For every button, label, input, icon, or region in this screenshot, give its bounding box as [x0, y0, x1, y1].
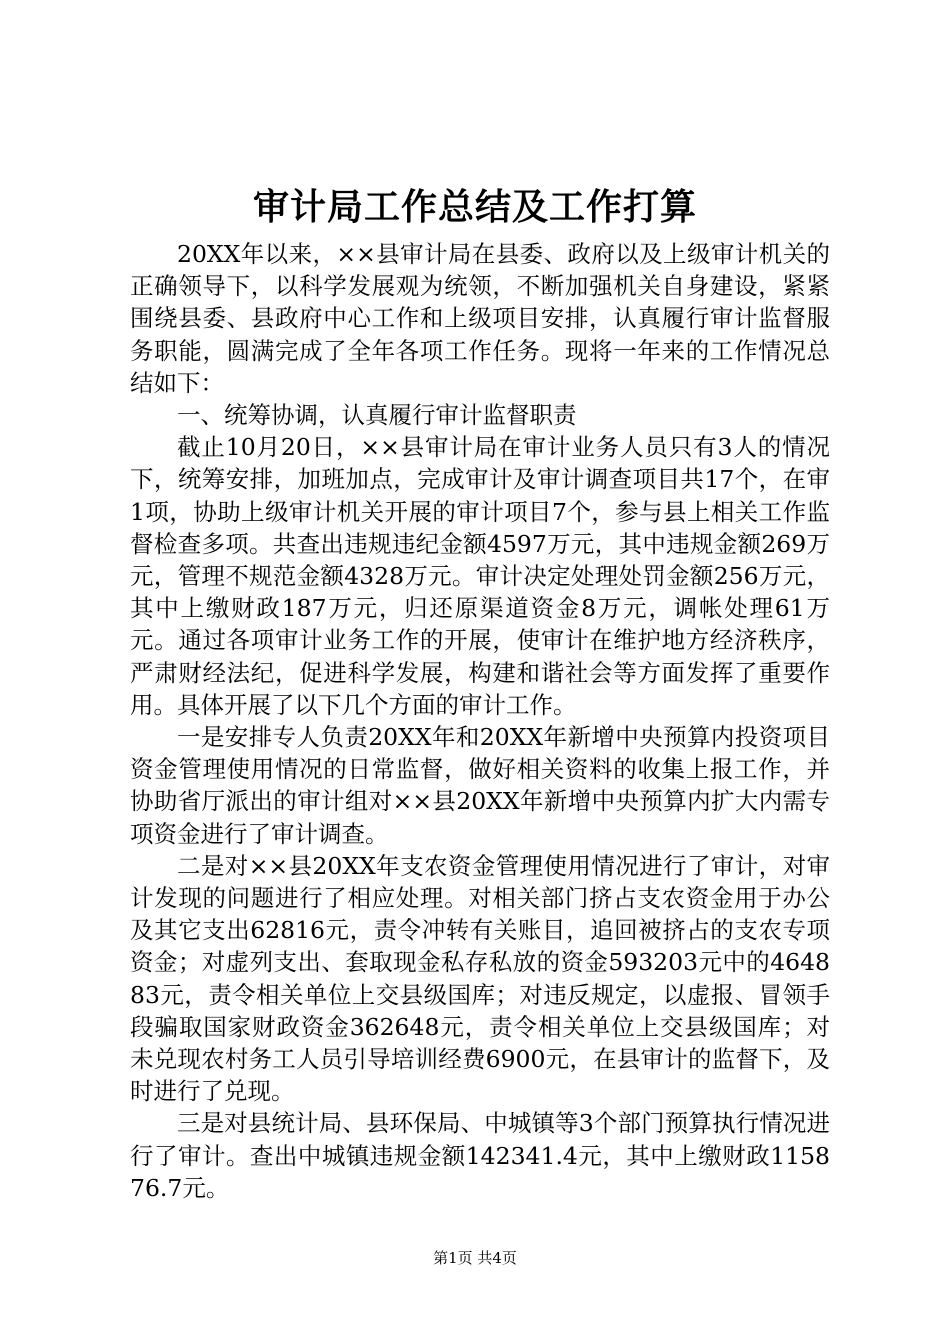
document-body [130, 238, 830, 1204]
paragraph-item-three: 三是对县统计局、县环保局、中城镇等3个部门预算执行情况进行了审计。查出中城镇违规金额142341.4元，其中上缴财政115876.7元。 [130, 1109, 830, 1202]
paragraph-intro: 20XX年以来，××县审计局在县委、政府以及上级审计机关的正确领导下，以科学发展观为统领，不断加强机关自身建设，紧紧围绕县委、县政府中心工作和上级项目安排，认真履行审计监督服务职能，圆满完成了全年各项工作任务。现将一年来的工作情况总结如下： [130, 240, 830, 397]
paragraph-item-two: 二是对××县20XX年支农资金管理使用情况进行了审计，对审计发现的问题进行了相应处理。对相关部门挤占支农资金用于办公及其它支出62816元，责令冲转有关账目，追回被挤占的支农专项资金；对虚列支出、套取现金私存私放的资金593203元中的464883元，责令相关单位上交县级国库；对违反规定，以虚报、冒领手段骗取国家财政资金362648元，责令相关单位上交县级国库；对未兑现农村务工人员引导培训经费6900元，在县审计的监督下，及时进行了兑现。 [130, 851, 830, 1106]
page-number-footer: 第1页 共4页 [433, 1249, 517, 1267]
document-title: 审计局工作总结及工作打算 [252, 186, 697, 228]
section-heading: 一、统筹协调，认真履行审计监督职责 [177, 401, 577, 430]
paragraph-summary: 截止10月20日，××县审计局在审计业务人员只有3人的情况下，统筹安排，加班加点，完成审计及审计调查项目共17个，在审1项，协助上级审计机关开展的审计项目7个，参与县上相关工作监督检查多项。共查出违规违纪金额4597万元，其中违规金额269万元，管理不规范金额4328万元。审计决定处理处罚金额256万元，其中上缴财政187万元，归还原渠道资金8万元，调帐处理61万元。通过各项审计业务工作的开展，使审计在维护地方经济秩序，严肃财经法纪，促进科学发展，构建和谐社会等方面发挥了重要作用。具体开展了以下几个方面的审计工作。 [130, 433, 830, 719]
paragraph-item-one: 一是安排专人负责20XX年和20XX年新增中央预算内投资项目资金管理使用情况的日常监督，做好相关资料的收集上报工作，并协助省厅派出的审计组对××县20XX年新增中央预算内扩大内需专项资金进行了审计调查。 [130, 723, 830, 848]
